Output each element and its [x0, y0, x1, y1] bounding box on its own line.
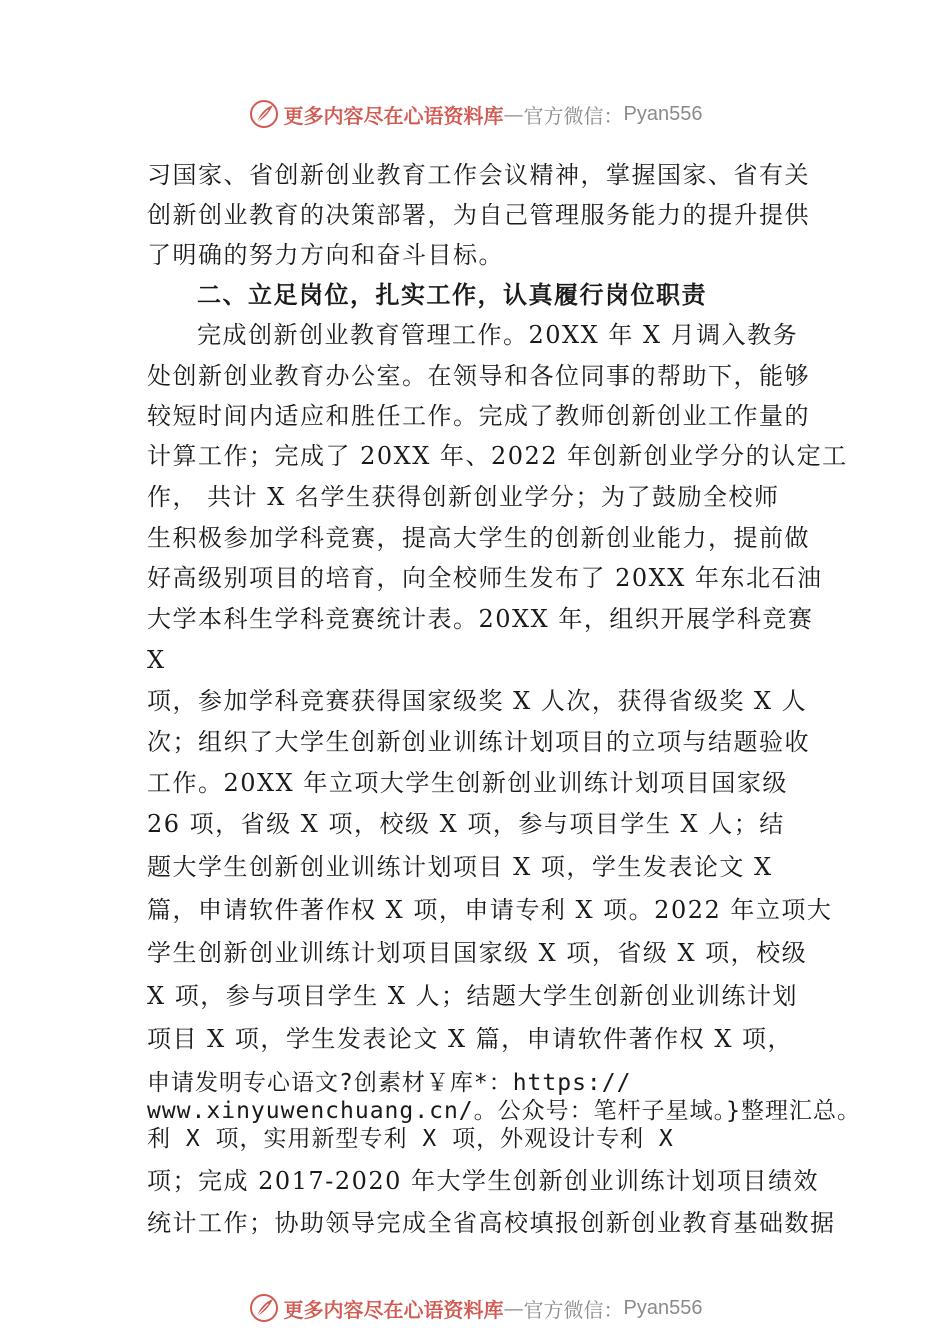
banner-wechat-id: Pyan556: [623, 1296, 703, 1319]
body-line: 计算工作；完成了 20XX 年、2022 年创新创业学分的认定工: [147, 442, 848, 470]
banner-separator: —: [503, 1296, 524, 1320]
body-line: 26 项，省级 X 项，校级 X 项，参与项目学生 X 人；结: [147, 810, 785, 838]
body-line: 项目 X 项，学生发表论文 X 篇，申请软件著作权 X 项，: [147, 1025, 794, 1053]
body-line: 申请发明专心语文?创素材￥库*：https://: [147, 1070, 632, 1096]
body-line: 学生创新创业训练计划项目国家级 X 项，省级 X 项，校级: [147, 939, 808, 967]
body-line: 好高级别项目的培育，向全校师生发布了 20XX 年东北石油: [147, 564, 823, 592]
feather-pen-logo-icon: [248, 98, 280, 130]
header-banner: [0, 94, 950, 134]
body-line: 较短时间内适应和胜任工作。完成了教师创新创业工作量的: [147, 402, 810, 430]
section-heading: 二、立足岗位，扎实工作，认真履行岗位职责: [197, 280, 707, 309]
body-line: 习国家、省创新创业教育工作会议精神，掌握国家、省有关: [147, 161, 810, 189]
body-line: 工作。20XX 年立项大学生创新创业训练计划项目国家级: [147, 769, 788, 797]
body-line: www.xinyuwenchuang.cn/。公众号：笔杆子星域。}整理汇总。: [147, 1098, 861, 1124]
body-line: 创新创业教育的决策部署，为自己管理服务能力的提升提供: [147, 201, 810, 229]
feather-pen-logo-icon: [248, 1292, 280, 1324]
body-line: 了明确的努力方向和奋斗目标。: [147, 241, 504, 269]
banner-wechat-label: 官方微信：: [523, 1297, 624, 1322]
body-line: 项；完成 2017-2020 年大学生创新创业训练计划项目绩效: [147, 1167, 820, 1195]
footer-banner: [0, 1288, 950, 1328]
banner-wechat-label: 官方微信：: [523, 103, 624, 128]
banner-separator: —: [503, 102, 524, 126]
body-line: 处创新创业教育办公室。在领导和各位同事的帮助下，能够: [147, 362, 810, 390]
body-line: 作， 共计 X 名学生获得创新创业学分；为了鼓励全校师: [147, 483, 780, 511]
body-line: X 项，参与项目学生 X 人；结题大学生创新创业训练计划: [147, 982, 799, 1010]
body-line: 完成创新创业教育管理工作。20XX 年 X 月调入教务: [197, 321, 799, 349]
banner-wechat-id: Pyan556: [623, 102, 703, 125]
body-line: 次；组织了大学生创新创业训练计划项目的立项与结题验收: [147, 728, 810, 756]
body-line: 利 X 项，实用新型专利 X 项，外观设计专利 X: [147, 1126, 674, 1152]
banner-brand-text: 更多内容尽在心语资料库: [283, 1297, 504, 1322]
body-line: 大学本科生学科竞赛统计表。20XX 年，组织开展学科竞赛: [147, 605, 814, 633]
body-line: 篇，申请软件著作权 X 项，申请专利 X 项。2022 年立项大: [147, 896, 833, 924]
body-line: 生积极参加学科竞赛，提高大学生的创新创业能力，提前做: [147, 524, 810, 552]
body-line: 项，参加学科竞赛获得国家级奖 X 人次，获得省级奖 X 人: [147, 687, 808, 715]
body-line: 题大学生创新创业训练计划项目 X 项，学生发表论文 X: [147, 853, 773, 881]
banner-brand-text: 更多内容尽在心语资料库: [283, 103, 504, 128]
body-line: X: [147, 646, 166, 674]
body-line: 统计工作；协助领导完成全省高校填报创新创业教育基础数据: [147, 1209, 836, 1237]
